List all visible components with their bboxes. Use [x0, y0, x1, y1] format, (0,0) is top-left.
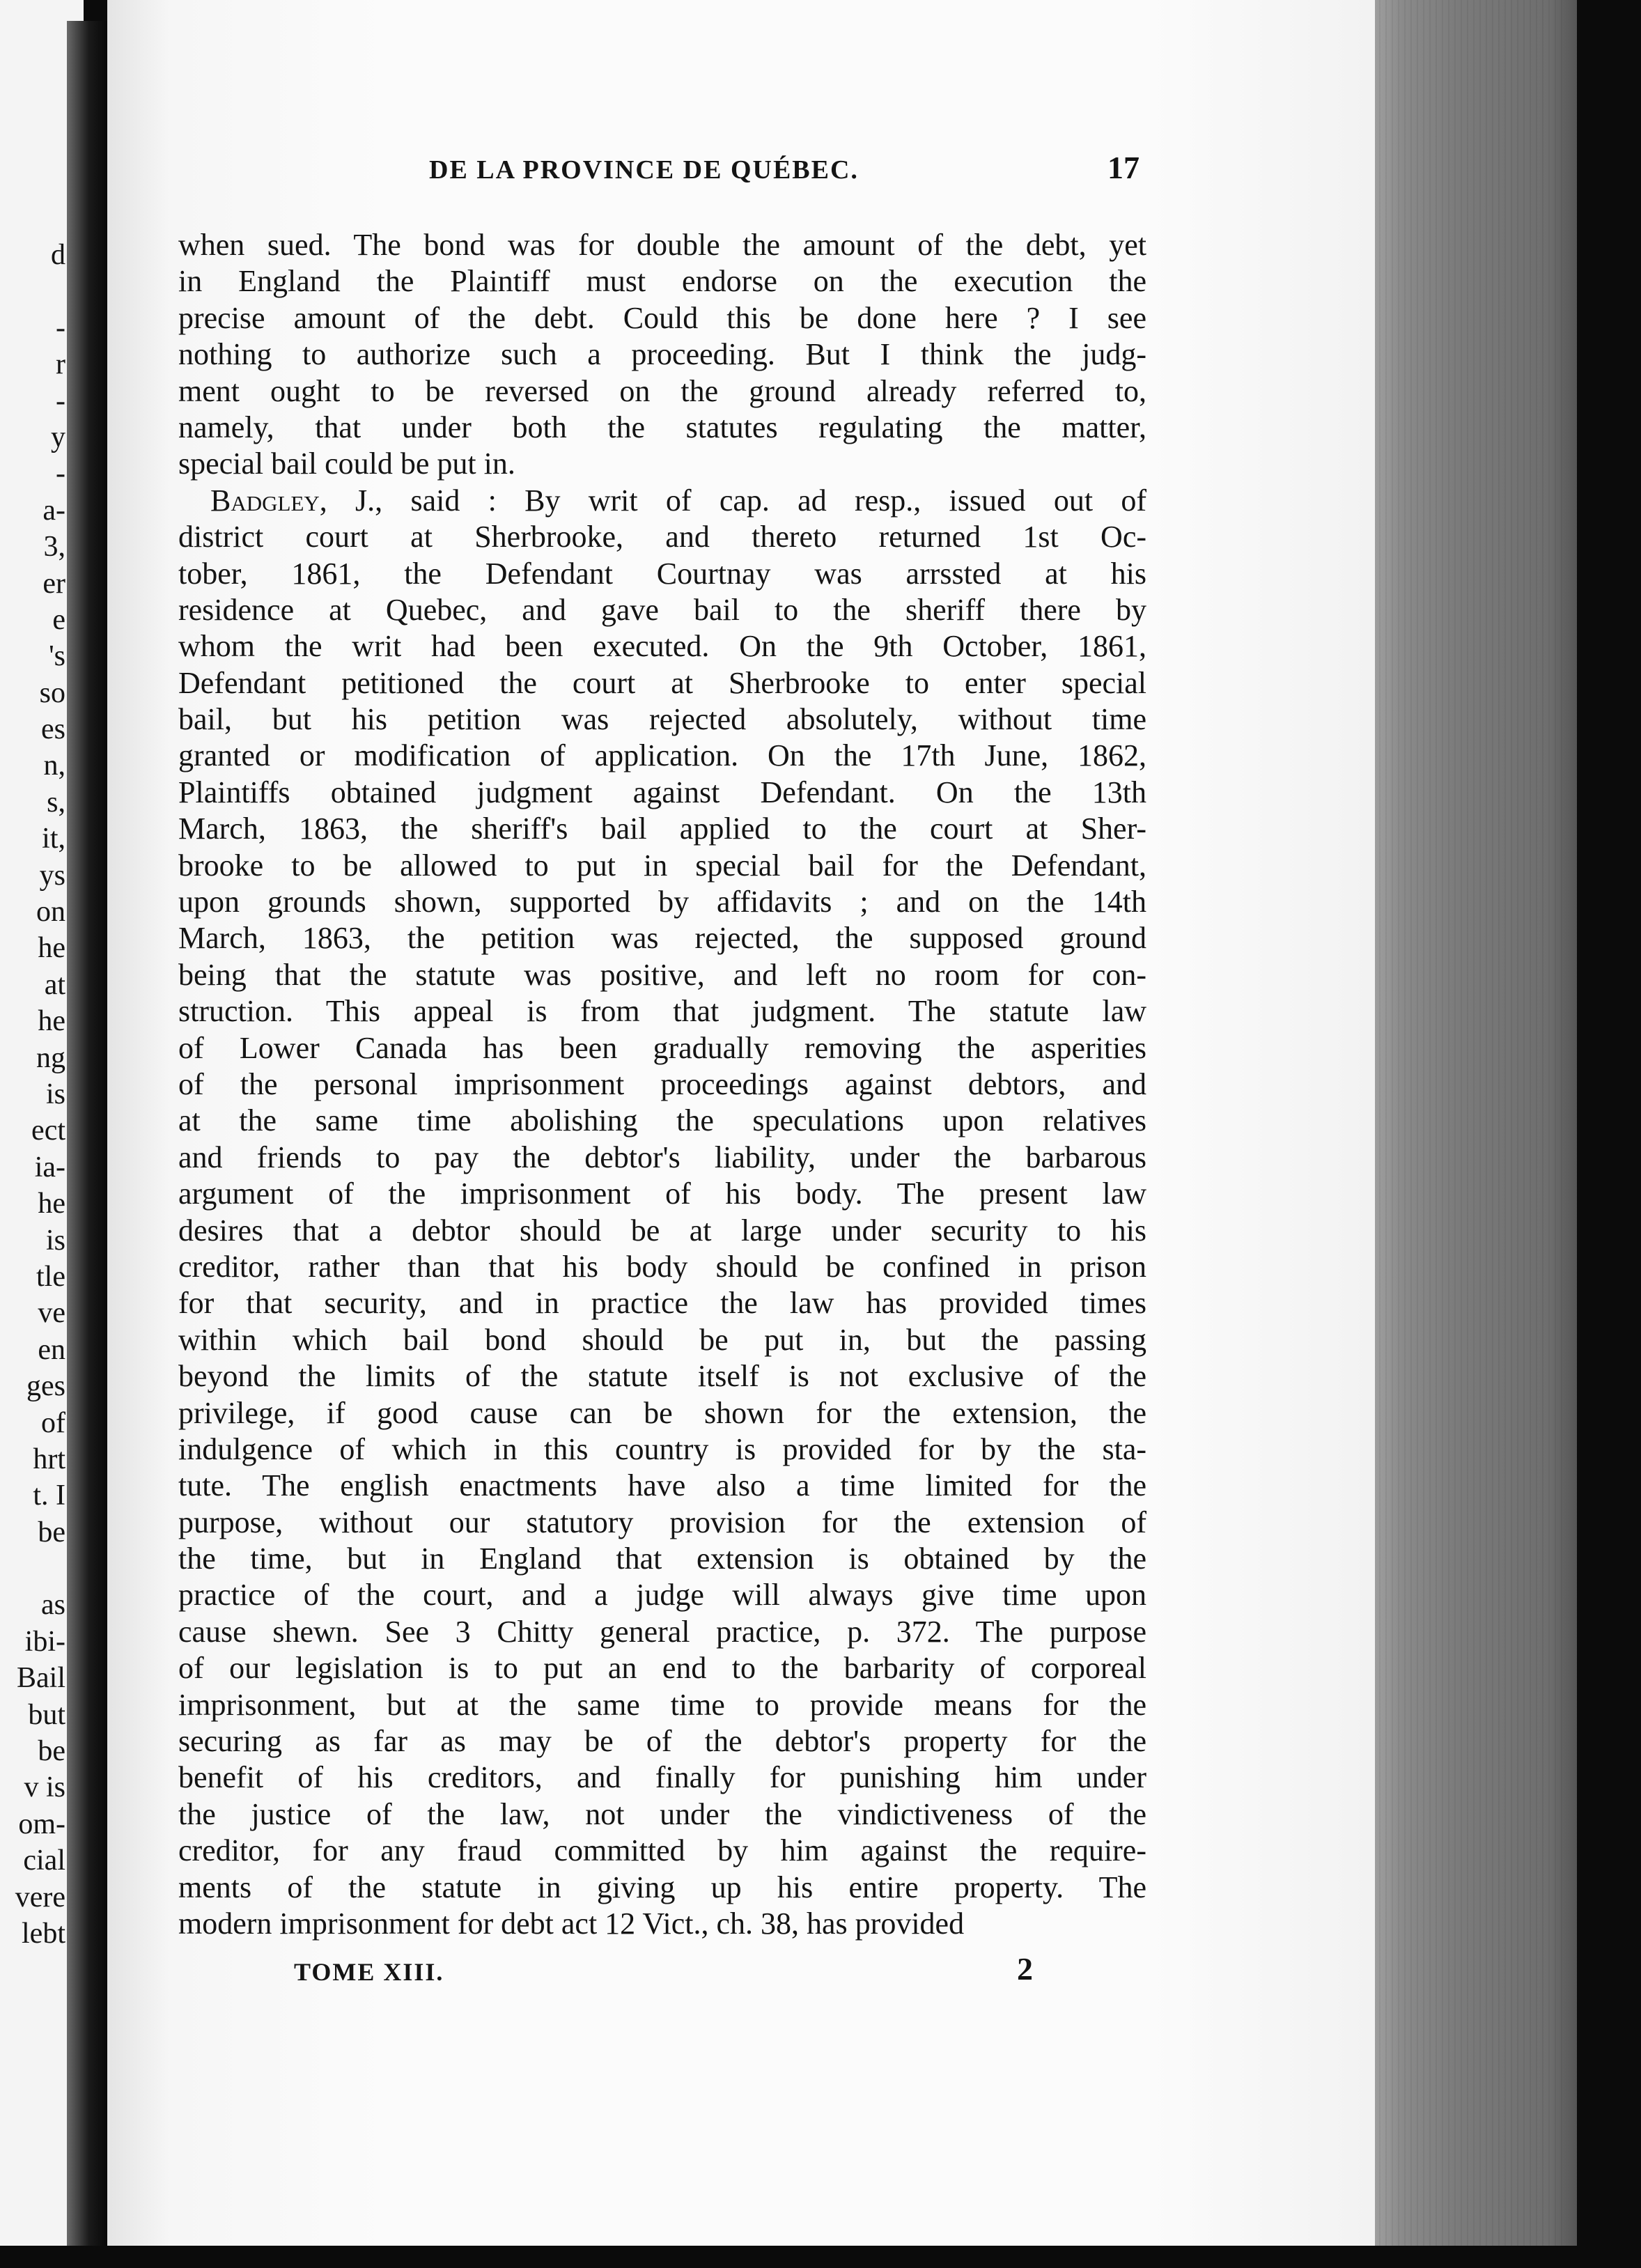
fragment-line: he — [38, 932, 65, 965]
fragment-line: r — [56, 348, 65, 381]
text-line: tober, 1861, the Defendant Courtnay was arrssted at his — [178, 556, 1146, 591]
text-line: indulgence of which in this country is provided for by the sta- — [178, 1431, 1146, 1466]
text-line: ments of the statute in giving up his entire property. The — [178, 1870, 1146, 1904]
text-line: March, 1863, the sheriff's bail applied to the court at Sher- — [178, 811, 1146, 846]
fragment-line: as — [41, 1589, 65, 1622]
text-line: within which bail bond should be put in, but the passing — [178, 1322, 1146, 1357]
body-text — [178, 227, 1146, 1942]
text-line: imprisonment, but at the same time to provide means for the — [178, 1687, 1146, 1722]
fragment-line: but — [28, 1698, 65, 1731]
text-line: the time, but in England that extension is obtained by the — [178, 1541, 1146, 1576]
fragment-line: he — [38, 1188, 65, 1220]
text-line: struction. This appeal is from that judgment. The statute law — [178, 994, 1146, 1029]
fragment-line: is — [45, 1078, 65, 1110]
text-line: district court at Sherbrooke, and thereto returned 1st Oc- — [178, 520, 1146, 554]
page-stack-lines — [1379, 0, 1567, 2268]
fragment-line: cial — [23, 1844, 65, 1877]
fragment-line: v is — [24, 1771, 65, 1804]
fragment-line: ibi- — [24, 1625, 65, 1658]
fragment-line: vere — [15, 1881, 65, 1913]
fragment-line: - — [56, 385, 65, 417]
text-line: argument of the imprisonment of his body. The present law — [178, 1176, 1146, 1211]
fragment-line: s, — [47, 786, 65, 818]
fragment-line: ng — [36, 1041, 65, 1074]
fragment-line: be — [38, 1735, 65, 1768]
text-line: benefit of his creditors, and finally for punishing him under — [178, 1760, 1146, 1795]
text-line: whom the writ had been executed. On the 9th October, 1861, — [178, 629, 1146, 664]
fragment-line: ve — [38, 1297, 65, 1330]
fragment-line: - — [56, 458, 65, 490]
fragment-line — [0, 273, 65, 309]
text-line: of our legislation is to put an end to the barbarity of corporeal — [178, 1651, 1146, 1686]
text-line: Badgley, J., said : By writ of cap. ad resp., issued out of — [210, 483, 1146, 518]
running-head — [178, 150, 1140, 203]
book-gutter-shadow — [67, 21, 107, 2250]
volume-footer: TOME XIII. — [294, 1958, 444, 1986]
fragment-line: tle — [36, 1260, 65, 1293]
fragment-line: d — [51, 239, 65, 271]
text-line: of Lower Canada has been gradually removing the asperities — [178, 1030, 1146, 1065]
running-title: DE LA PROVINCE DE QUÉBEC. — [429, 155, 859, 185]
text-line: granted or modification of application. On the 17th June, 1862, — [178, 738, 1146, 773]
signature-mark: 2 — [1017, 1951, 1033, 1987]
fragment-line: ys — [39, 859, 65, 892]
text-line: beyond the limits of the statute itself is not exclusive of the — [178, 1359, 1146, 1394]
text-line: for that security, and in practice the law has provided times — [178, 1286, 1146, 1321]
fragment-line: lebt — [22, 1917, 65, 1950]
text-line: precise amount of the debt. Could this be done here ? I see — [178, 300, 1146, 335]
text-line: creditor, for any fraud committed by him against the require- — [178, 1833, 1146, 1868]
text-line: of the personal imprisonment proceedings against debtors, and — [178, 1066, 1146, 1101]
fragment-line: e — [52, 603, 65, 636]
text-line: special bail could be put in. — [178, 446, 515, 481]
fragment-line: er — [42, 567, 65, 600]
fragment-line: he — [38, 1005, 65, 1038]
fragment-line — [0, 1551, 65, 1587]
text-line: ment ought to be reversed on the ground already referred to, — [178, 373, 1146, 408]
text-line: upon grounds shown, supported by affidavits ; and on the 14th — [178, 885, 1146, 919]
fragment-line: n, — [43, 749, 65, 782]
scan-border-bottom — [0, 2246, 1641, 2268]
fragment-line: en — [38, 1333, 65, 1366]
text-line: tute. The english enactments have also a time limited for the — [178, 1468, 1146, 1503]
fragment-line: ect — [31, 1114, 65, 1147]
text-line: at the same time abolishing the speculations upon relatives — [178, 1103, 1146, 1138]
text-line: modern imprisonment for debt act 12 Vict., ch. 38, has provided — [178, 1906, 965, 1941]
text-line: cause shewn. See 3 Chitty general practice, p. 372. The purpose — [178, 1614, 1146, 1649]
text-line: being that the statute was positive, and left no room for con- — [178, 957, 1146, 992]
text-line: securing as far as may be of the debtor's property for the — [178, 1724, 1146, 1759]
text-line: March, 1863, the petition was rejected, the supposed ground — [178, 921, 1146, 956]
fragment-line: is — [45, 1224, 65, 1257]
fragment-line: om- — [18, 1808, 65, 1840]
text-line: privilege, if good cause can be shown for the extension, the — [178, 1395, 1146, 1430]
fragment-line: be — [38, 1516, 65, 1548]
fragment-line: on — [36, 896, 65, 929]
text-line: bail, but his petition was rejected absolutely, without time — [178, 702, 1146, 737]
text-line: practice of the court, and a judge will always give time upon — [178, 1578, 1146, 1613]
fragment-line: y — [51, 421, 65, 453]
text-line: Defendant petitioned the court at Sherbrooke to enter special — [178, 665, 1146, 700]
text-line: residence at Quebec, and gave bail to the sheriff there by — [178, 592, 1146, 627]
fragment-line: Bail — [17, 1662, 65, 1695]
text-line: in England the Plaintiff must endorse on the execution the — [178, 264, 1146, 299]
fragment-line: 3, — [43, 531, 65, 564]
text-line: purpose, without our statutory provision for the extension of — [178, 1505, 1146, 1539]
fragment-line: ges — [26, 1370, 65, 1403]
fragment-line: 's — [49, 640, 65, 673]
text-line: the justice of the law, not under the vindictiveness of the — [178, 1796, 1146, 1831]
previous-page-text-fragments — [0, 237, 65, 1952]
fragment-line: t. I — [33, 1479, 65, 1512]
fragment-line: - — [56, 311, 65, 344]
text-line: nothing to authorize such a proceeding. But I think the judg- — [178, 337, 1146, 372]
text-line: namely, that under both the statutes regulating the matter, — [178, 410, 1146, 444]
fragment-line: of — [41, 1406, 65, 1439]
text-line: brooke to be allowed to put in special bail for the Defendant, — [178, 848, 1146, 883]
scan-border-right — [1577, 0, 1641, 2268]
fragment-line: at — [44, 968, 65, 1001]
text-line: when sued. The bond was for double the amount of the debt, yet — [178, 228, 1146, 262]
speaker-name: Badgley — [210, 483, 320, 518]
text-line: creditor, rather than that his body should be confined in prison — [178, 1249, 1146, 1284]
fragment-line: ia- — [34, 1151, 65, 1183]
page-number: 17 — [1107, 150, 1140, 185]
fragment-line: a- — [42, 494, 65, 527]
fragment-line: so — [39, 676, 65, 709]
text-line: desires that a debtor should be at large under security to his — [178, 1213, 1146, 1248]
fragment-line: it, — [42, 823, 65, 855]
text-line: Plaintiffs obtained judgment against Defendant. On the 13th — [178, 775, 1146, 809]
fragment-line: hrt — [33, 1443, 65, 1475]
fragment-line: es — [41, 713, 65, 746]
text-line: and friends to pay the debtor's liability, under the barbarous — [178, 1140, 1146, 1174]
